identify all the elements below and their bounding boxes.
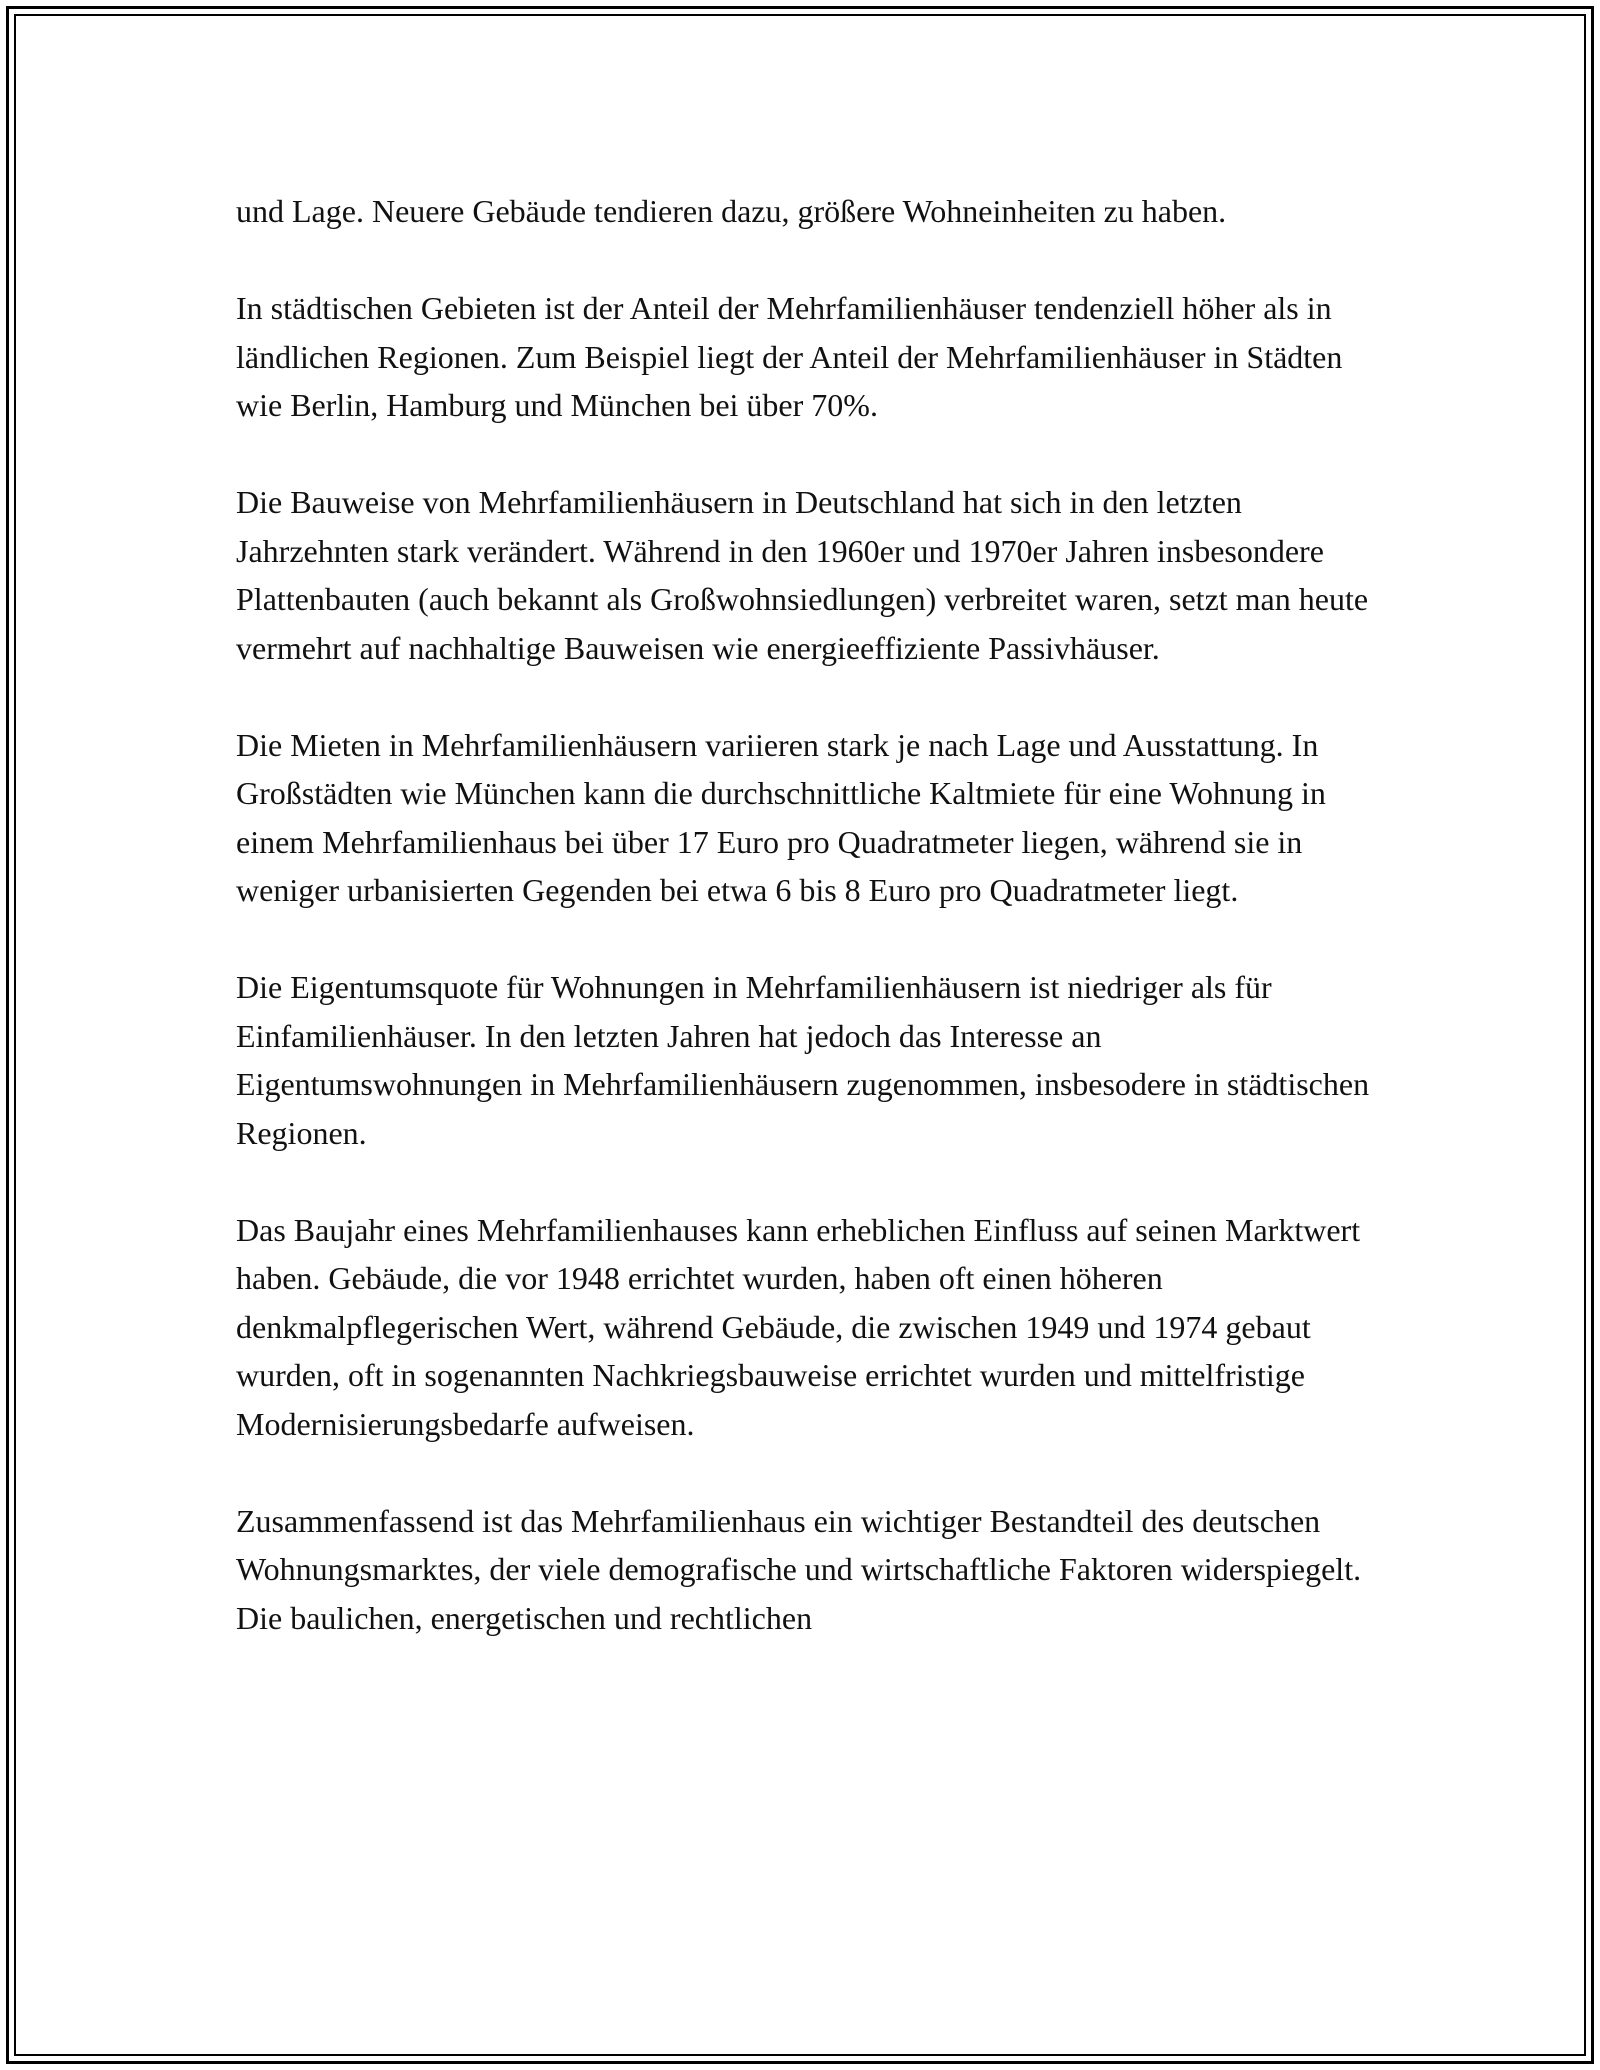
paragraph-3: Die Bauweise von Mehrfamilienhäusern in Deutschland hat sich in den letzten Jahrzehnten stark verändert. Während in den 1960er und 1970er Jahren insbesondere Plattenbauten (auch bekannt als Großwohnsiedlungen) verbreitet waren, setzt man heute vermehrt auf nachhaltige Bauweisen wie energieeffiziente Passivhäuser. [236, 484, 1369, 666]
paragraph-6: Das Baujahr eines Mehrfamilienhauses kann erheblichen Einfluss auf seinen Marktwert haben. Gebäude, die vor 1948 errichtet wurden, haben oft einen höheren denkmalpflegerischen Wert, während Gebäude, die zwischen 1949 und 1974 gebaut wurden, oft in sogenannten Nachkriegsbauweise errichtet wurden und mittelfristige Modernisierungsbedarfe aufweisen. [236, 1211, 1361, 1442]
document-body [236, 187, 1376, 1691]
paragraph-7: Zusammenfassend ist das Mehrfamilienhaus ein wichtiger Bestandteil des deutschen Wohnungsmarktes, der viele demografische und wirtschaftliche Faktoren widerspiegelt. Die baulichen, energetischen und rechtlichen [236, 1502, 1362, 1636]
paragraph-4: Die Mieten in Mehrfamilienhäusern variieren stark je nach Lage und Ausstattung. In Großstädten wie München kann die durchschnittliche Kaltmiete für eine Wohnung in einem Mehrfamilienhaus bei über 17 Euro pro Quadratmeter liegen, während sie in weniger urbanisierten Gegenden bei etwa 6 bis 8 Euro pro Quadratmeter liegt. [236, 726, 1326, 908]
paragraph-5: Die Eigentumsquote für Wohnungen in Mehrfamilienhäusern ist niedriger als für Einfamilienhäuser. In den letzten Jahren hat jedoch das Interesse an Eigentumswohnungen in Mehrfamilienhäusern zugenommen, insbesodere in städtischen Regionen. [236, 969, 1370, 1151]
paragraph-2: In städtischen Gebieten ist der Anteil der Mehrfamilienhäuser tendenziell höher als in ländlichen Regionen. Zum Beispiel liegt der Anteil der Mehrfamilienhäuser in Städten wie Berlin, Hamburg und München bei über 70%. [236, 290, 1343, 423]
paragraph-1: und Lage. Neuere Gebäude tendieren dazu, größere Wohneinheiten zu haben. [236, 193, 1227, 229]
